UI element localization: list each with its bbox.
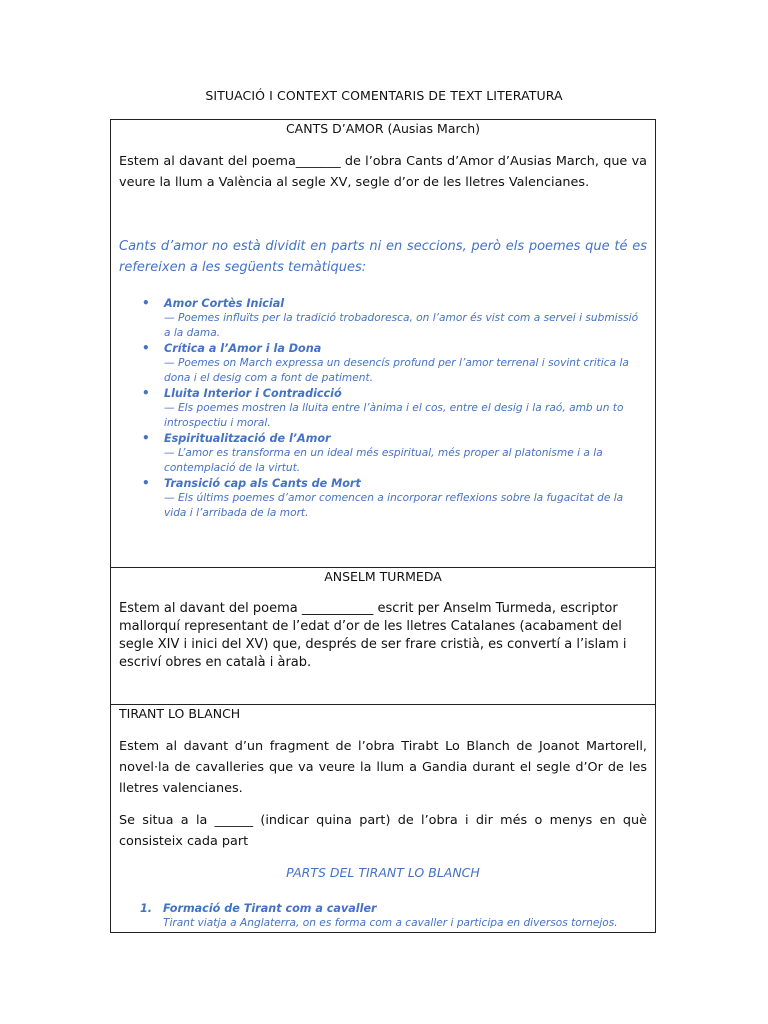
- theme-title: Amor Cortès Inicial: [164, 297, 285, 310]
- cants-intro-paragraph: Estem al davant del poema_______ de l’obra Cants d’Amor d’Ausias March, que va veure la llum a València al segle XV, segle d’or de les lletres Valencianes.: [119, 154, 647, 190]
- theme-description: — Poemes on March expressa un desencís profund per l’amor terrenal i sovint critica la dona i el desig com a font de patiment.: [164, 357, 629, 384]
- theme-item: [142, 386, 647, 431]
- tirant-paragraph-2: Se situa a la ______ (indicar quina part) de l’obra i dir més o menys en què consisteix cada part: [119, 813, 647, 849]
- theme-description: — L’amor es transforma en un ideal més espiritual, més proper al platonisme i a la contemplació de la virtut.: [164, 447, 603, 474]
- parts-list: [140, 901, 647, 931]
- section-heading-turmeda: ANSELM TURMEDA: [324, 569, 442, 584]
- section-heading-cants: CANTS D’AMOR (Ausias March): [285, 121, 481, 136]
- bullet-icon: •: [142, 386, 150, 400]
- theme-title: Transició cap als Cants de Mort: [164, 477, 361, 490]
- part-title: Formació de Tirant com a cavaller: [163, 902, 377, 915]
- theme-item: [142, 431, 647, 476]
- bullet-icon: •: [142, 341, 150, 355]
- section-heading-tirant: TIRANT LO BLANCH: [119, 706, 241, 721]
- document-title: SITUACIÓ I CONTEXT COMENTARIS DE TEXT LITERATURA: [205, 88, 563, 103]
- part-description: Tirant viatja a Anglaterra, on es forma com a cavaller i participa en diversos tornejos.: [163, 917, 618, 929]
- bullet-icon: •: [142, 476, 150, 490]
- themes-list: [142, 296, 647, 521]
- tirant-paragraph-1: Estem al davant d’un fragment de l’obra Tirabt Lo Blanch de Joanot Martorell, novel·la de cavalleries que va veure la llum a Gandia durant el segle d’Or de les lletres valencianes.: [119, 739, 647, 796]
- part-number: 1.: [140, 902, 153, 915]
- theme-title: Lluita Interior i Contradicció: [164, 387, 342, 400]
- theme-description: — Els últims poemes d’amor comencen a incorporar reflexions sobre la fugacitat de la vida i l’arribada de la mort.: [164, 492, 624, 519]
- theme-item: [142, 296, 647, 341]
- part-item: [140, 901, 647, 931]
- theme-title: Espiritualització de l’Amor: [164, 432, 331, 445]
- turmeda-paragraph: Estem al davant del poema ___________ escrit per Anselm Turmeda, escriptor mallorquí representant de l’edat d’or de les lletres Catalanes (acabament del segle XIV i inici del XV) que, després de ser frare cristià, es convertí a l’islam i escriví obres en català i àrab.: [119, 601, 627, 670]
- section-cants-amor: [110, 119, 656, 568]
- bullet-icon: •: [142, 296, 150, 310]
- theme-description: — Poemes influïts per la tradició trobadoresca, on l’amor és vist com a servei i submissió a la dama.: [164, 312, 639, 339]
- theme-title: Crítica a l’Amor i la Dona: [164, 342, 322, 355]
- cants-themes-intro: Cants d’amor no està dividit en parts ni en seccions, però els poemes que té es refereixen a les següents temàtiques:: [119, 239, 647, 275]
- theme-item: [142, 341, 647, 386]
- section-tirant-lo-blanch: [110, 704, 656, 933]
- bullet-icon: •: [142, 431, 150, 445]
- theme-description: — Els poemes mostren la lluita entre l’ànima i el cos, entre el desig i la raó, amb un to introspectiu i moral.: [164, 402, 624, 429]
- theme-item: [142, 476, 647, 521]
- parts-title: PARTS DEL TIRANT LO BLANCH: [286, 865, 480, 880]
- section-anselm-turmeda: [110, 567, 656, 705]
